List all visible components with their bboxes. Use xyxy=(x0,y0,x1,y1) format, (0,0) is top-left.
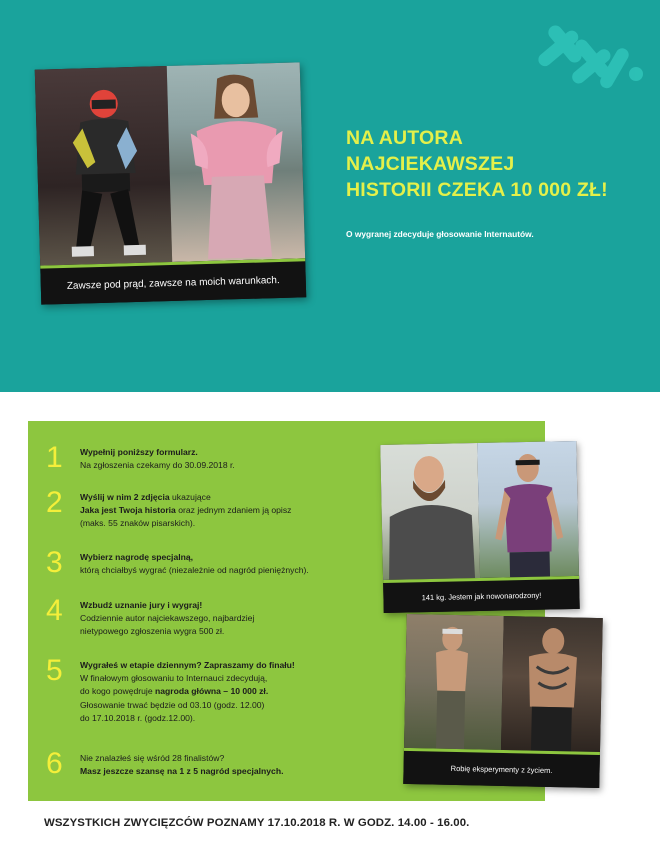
headline-line: NA AUTORA xyxy=(346,127,463,149)
step-number: 1 xyxy=(46,441,63,474)
person-illustration xyxy=(404,614,504,750)
step-line xyxy=(80,551,380,564)
step-number: 2 xyxy=(46,486,63,519)
step-text xyxy=(80,599,380,639)
step-line xyxy=(80,672,380,685)
step-text-bold: Wygrałeś w etapie dziennym? Zapraszamy do finału! xyxy=(80,660,295,670)
step-text-run: do kogo powędruje xyxy=(80,686,156,697)
hero-headline xyxy=(346,125,646,203)
step-line xyxy=(80,612,380,625)
hero-subline: O wygranej zdecyduje głosowanie Internautów. xyxy=(346,229,534,239)
step-line xyxy=(80,765,380,778)
step-line xyxy=(80,459,380,472)
headline-line: NAJCIEKAWSZEJ xyxy=(346,153,515,175)
person-illustration xyxy=(501,616,603,752)
step-text-run: nietypowego zgłoszenia wygra 500 zł. xyxy=(80,626,225,637)
step-line xyxy=(80,625,380,638)
step-number: 6 xyxy=(46,747,63,780)
photo-card-weight-loss xyxy=(380,441,579,613)
person-illustration xyxy=(63,81,148,261)
step-text xyxy=(80,446,380,472)
step-text-bold: Wzbudź uznanie jury i wygraj! xyxy=(80,600,203,610)
step-text-run: ukazujące xyxy=(169,492,211,502)
card2-caption: 141 kg. Jestem jak nowonarodzony! xyxy=(421,590,542,602)
step-line xyxy=(80,446,380,459)
after-photo xyxy=(477,441,579,578)
step-text-run: oraz jednym zdaniem ją opisz xyxy=(175,505,292,516)
step-line xyxy=(80,517,380,530)
person-illustration xyxy=(477,441,579,578)
step-line xyxy=(80,752,380,765)
step-line xyxy=(80,491,380,504)
step-text xyxy=(80,659,380,725)
step-text-run: Nie znalazłeś się wśród 28 finalistów? xyxy=(80,753,225,763)
step-line xyxy=(80,659,380,672)
footer-announcement: WSZYSTKICH ZWYCIĘZCÓW POZNAMY 17.10.2018 R. W GODZ. 14.00 - 16.00. xyxy=(44,817,470,829)
before-photo xyxy=(404,614,504,750)
step-text-bold: Wypełnij poniższy formularz. xyxy=(80,447,198,457)
step-line xyxy=(80,685,380,698)
step-text xyxy=(80,551,380,577)
card3-caption: Robię eksperymenty z życiem. xyxy=(450,763,553,776)
hero-section xyxy=(0,0,660,392)
step-line xyxy=(80,564,380,577)
step-text xyxy=(80,491,380,531)
step-line xyxy=(80,712,380,725)
card3-caption-bar xyxy=(403,748,600,788)
person-illustration xyxy=(189,71,286,259)
ttv-logo-icon xyxy=(528,8,650,108)
step-text-run: Na zgłoszenia czekamy do 30.09.2018 r. xyxy=(80,460,235,471)
step-line xyxy=(80,504,380,517)
hero-photo-caption-bar xyxy=(40,258,306,304)
hero-photo-left xyxy=(35,66,172,266)
step-line xyxy=(80,699,380,712)
headline-line: HISTORII CZEKA 10 000 ZŁ! xyxy=(346,179,608,201)
step-text-run: Codziennie autor najciekawszego, najbardziej xyxy=(80,613,255,624)
hero-photo-caption: Zawsze pod prąd, zawsze na moich warunkach. xyxy=(66,274,280,292)
step-text-run: Głosowanie trwać będzie od 03.10 (godz. 12.00) xyxy=(80,699,265,710)
hero-photo-card xyxy=(35,62,306,304)
hero-photo-right xyxy=(167,62,305,262)
step-text-bold: Wyślij w nim 2 zdjęcia xyxy=(80,492,170,502)
step-text xyxy=(80,752,380,778)
step-line xyxy=(80,599,380,612)
step-number: 5 xyxy=(46,654,63,687)
step-number: 3 xyxy=(46,546,63,579)
before-photo xyxy=(380,443,480,580)
step-text-run: (maks. 55 znaków pisarskich). xyxy=(80,518,196,529)
step-number: 4 xyxy=(46,594,63,627)
step-text-bold: Jaka jest Twoja historia xyxy=(80,505,176,516)
step-text-run: W finałowym głosowaniu to Internauci zdecydują, xyxy=(80,673,268,684)
step-text-bold: Wybierz nagrodę specjalną, xyxy=(80,552,194,562)
step-text-run: do 17.10.2018 r. (godz.12.00). xyxy=(80,712,196,723)
step-text-bold: Masz jeszcze szansę na 1 z 5 nagród specjalnych. xyxy=(80,766,284,777)
after-photo xyxy=(501,616,603,752)
person-illustration xyxy=(380,443,480,580)
step-text-bold: nagroda główna – 10 000 zł. xyxy=(155,686,269,697)
photo-card-experiments xyxy=(403,614,603,788)
card2-caption-bar xyxy=(383,576,580,613)
step-text-run: którą chciałbyś wygrać (niezależnie od nagród pieniężnych). xyxy=(80,565,309,576)
